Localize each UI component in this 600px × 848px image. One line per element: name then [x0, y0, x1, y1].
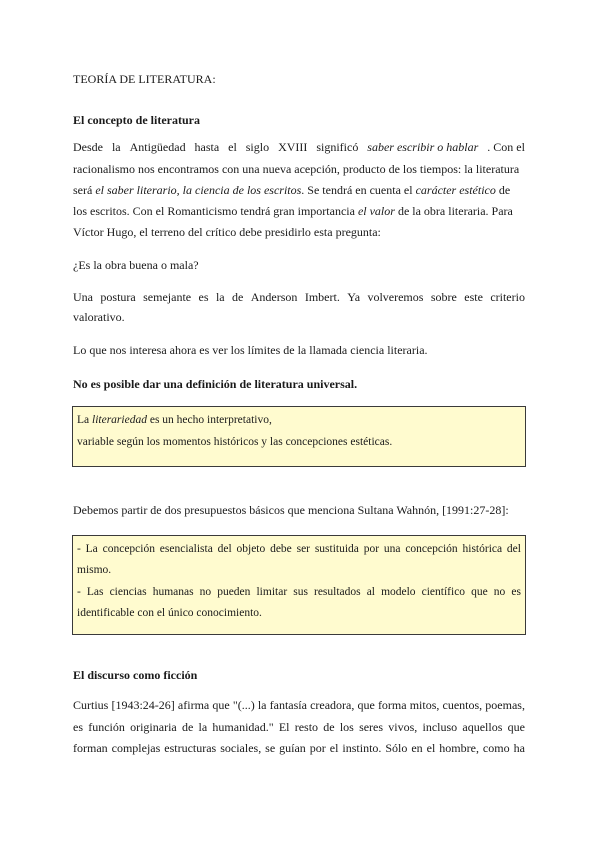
section-title-concepto: El concepto de literatura: [73, 113, 200, 127]
p2-line2: valorativo.: [73, 310, 125, 324]
document-heading: TEORÍA DE LITERATURA:: [73, 72, 216, 86]
bold-statement: No es posible dar una definición de literatura universal.: [73, 377, 358, 391]
section-title-discurso: El discurso como ficción: [73, 668, 198, 682]
highlight-box-presupuestos: [72, 535, 526, 635]
word: el: [228, 140, 237, 154]
word: Antigüedad: [129, 140, 186, 154]
box1-line1: La literariedad es un hecho interpretativo,: [77, 414, 272, 426]
highlight-box-literariedad: [72, 406, 526, 467]
word: . Con el: [487, 140, 525, 154]
box2-line1: - La concepción esencialista del objeto debe ser sustituida por una concepción histórica del: [77, 543, 521, 555]
italic-phrase: saber escribir o hablar: [367, 140, 479, 154]
word: siglo: [245, 140, 270, 154]
p1-line5: Víctor Hugo, el terreno del crítico debe presidirlo esta pregunta:: [73, 225, 381, 239]
p4-line: Debemos partir de dos presupuestos básicos que menciona Sultana Wahnón, [1991:27-28]:: [73, 503, 509, 517]
word: hasta: [194, 140, 220, 154]
p1-line2: racionalismo nos encontramos con una nueva acepción, producto de los tiempos: la literatura: [73, 162, 520, 176]
p3-line: Lo que nos interesa ahora es ver los límites de la llamada ciencia literaria.: [73, 343, 428, 357]
p1-line4: los escritos. Con el Romanticismo tendrá gran importancia el valor de la obra literaria. Para: [73, 204, 513, 218]
p2-line1: Una postura semejante es la de Anderson Imbert. Ya volveremos sobre este criterio: [73, 290, 525, 304]
p5-line2: es función originaria de la humanidad." El resto de los seres vivos, incluso aquellos que: [73, 720, 525, 734]
word: significó: [316, 140, 359, 154]
p5-line1: Curtius [1943:24-26] afirma que "(...) la fantasía creadora, que forma mitos, cuentos, poemas,: [73, 698, 525, 712]
word: Desde: [73, 140, 103, 154]
box2-line3: - Las ciencias humanas no pueden limitar sus resultados al modelo científico que no es: [77, 586, 521, 598]
box2-line4: identificable con el único conocimiento.: [77, 607, 262, 619]
word: XVIII: [278, 140, 308, 154]
box2-line2: mismo.: [77, 564, 112, 576]
word: la: [111, 140, 121, 154]
p1-line1: [73, 140, 525, 155]
p5-line3: forman complejas estructuras sociales, se guían por el instinto. Sólo en el hombre, como ha: [73, 741, 525, 755]
question-line: ¿Es la obra buena o mala?: [73, 258, 199, 272]
p1-line3: será el saber literario, la ciencia de los escritos. Se tendrá en cuenta el carácter estético de: [73, 183, 511, 197]
box1-line2: variable según los momentos históricos y las concepciones estéticas.: [77, 436, 393, 448]
